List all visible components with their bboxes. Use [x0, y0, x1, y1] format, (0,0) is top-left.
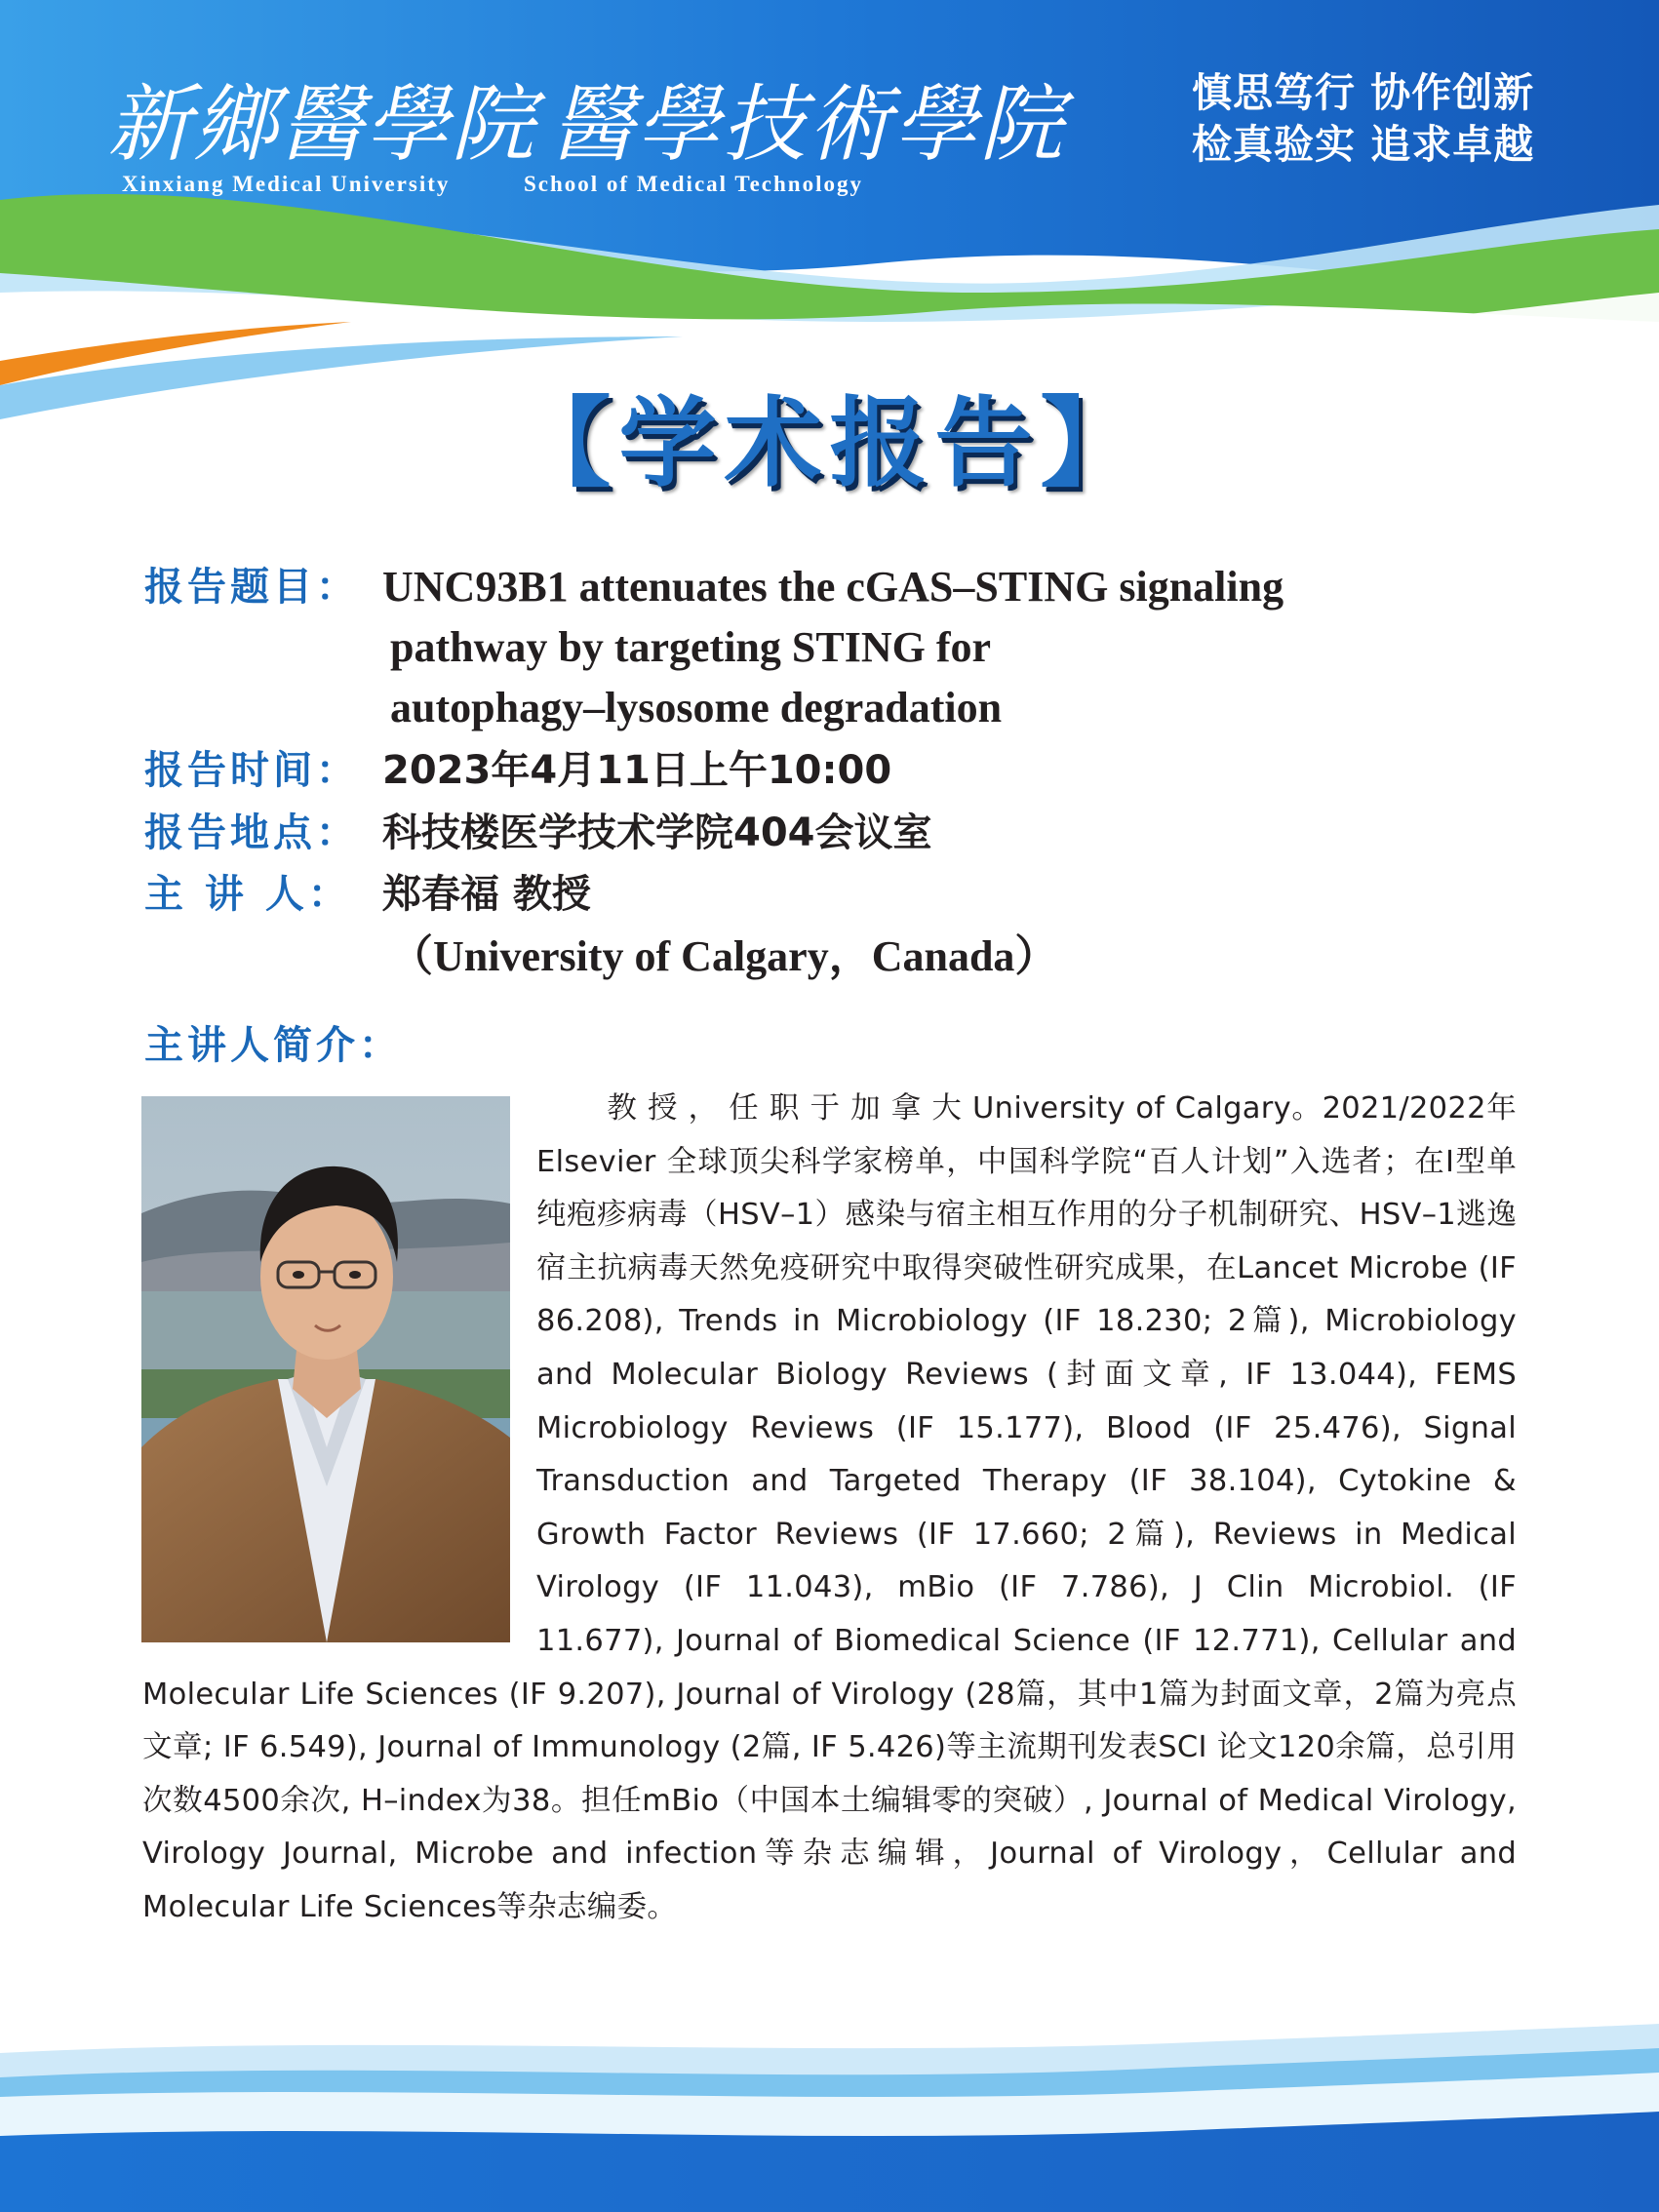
time-value: 2023年4月11日上午10:00 — [382, 748, 892, 793]
topic-line-3: autophagy–lysosome degradation — [390, 684, 1003, 731]
topic-line-2: pathway by targeting STING for — [390, 623, 992, 671]
university-calligraphy-title — [107, 76, 1065, 174]
motto-line-1: 慎思笃行 协作创新 — [1192, 69, 1535, 116]
time-label: 报告时间： — [144, 748, 359, 793]
place-label: 报告地点： — [144, 810, 359, 855]
speaker-label: 主 讲 人： — [144, 872, 351, 917]
school-name-en: School of Medical Technology — [524, 172, 863, 196]
bio-label: 主讲人简介： — [144, 1023, 402, 1068]
motto-line-2: 检真验实 追求卓越 — [1192, 121, 1535, 168]
speaker-photo — [141, 1096, 510, 1642]
poster-title: 【学术报告】 — [513, 386, 1146, 500]
university-name-en: Xinxiang Medical University — [122, 172, 451, 196]
place-value: 科技楼医学技术学院404会议室 — [382, 810, 932, 855]
topic-label: 报告题目： — [144, 565, 359, 610]
speaker-value: 郑春福 教授 — [382, 872, 591, 917]
bio-text: 教 授 ， 任 职 于 加 拿 大 University of Calgary。2021/2022年 Elsevier 全球顶尖科学家榜单，中国科学院“百人计划”入选者；在I型单纯疱疹病毒（HSV–1）感染与宿主相互作用的分子机制研究、HSV–1逃逸宿主抗病毒天然免疫研究中取得突破性研究成果，在Lancet Microbe (IF 86.208), Trends in Microbiology (IF 18.230; 2篇), Microbiology and Molecular Biology Reviews (封面文章, IF 13.044), FEMS Microbiology Reviews (IF 15.177), Blood (IF 25.476), Signal Transduction and Targeted Therapy (IF 38.104), Cytokine & Growth Factor Reviews (IF 17.660; 2篇), Reviews in Medical Virology (IF 11.043), mBio (IF 7.786), J Clin Microbiol. (IF 11.677), Journal of Biomedical Science (IF 12.771), Cellular and Molecular Life Sciences (IF 9.207), Journal of Virology (28篇，其中1篇为封面文章，2篇为亮点文章; IF 6.549), Journal of Immunology (2篇, IF 5.426)等主流期刊发表SCI 论文120余篇，总引用次数4500余次, H–index为38。担任mBio（中国本土编辑零的突破）, Journal of Medical Virology, Virology Journal, Microbe and infection等杂志编辑，Journal of Virology，Cellular and Molecular Life Sciences等杂志编委。 — [142, 1091, 1517, 1924]
speaker-affiliation: （University of Calgary，Canada） — [390, 932, 1058, 980]
topic-line-1: UNC93B1 attenuates the cGAS–STING signaling — [382, 563, 1284, 611]
calligraphy-university: 新鄉醫學院 — [107, 76, 536, 174]
calligraphy-school: 醫學技術學院 — [550, 76, 1065, 174]
